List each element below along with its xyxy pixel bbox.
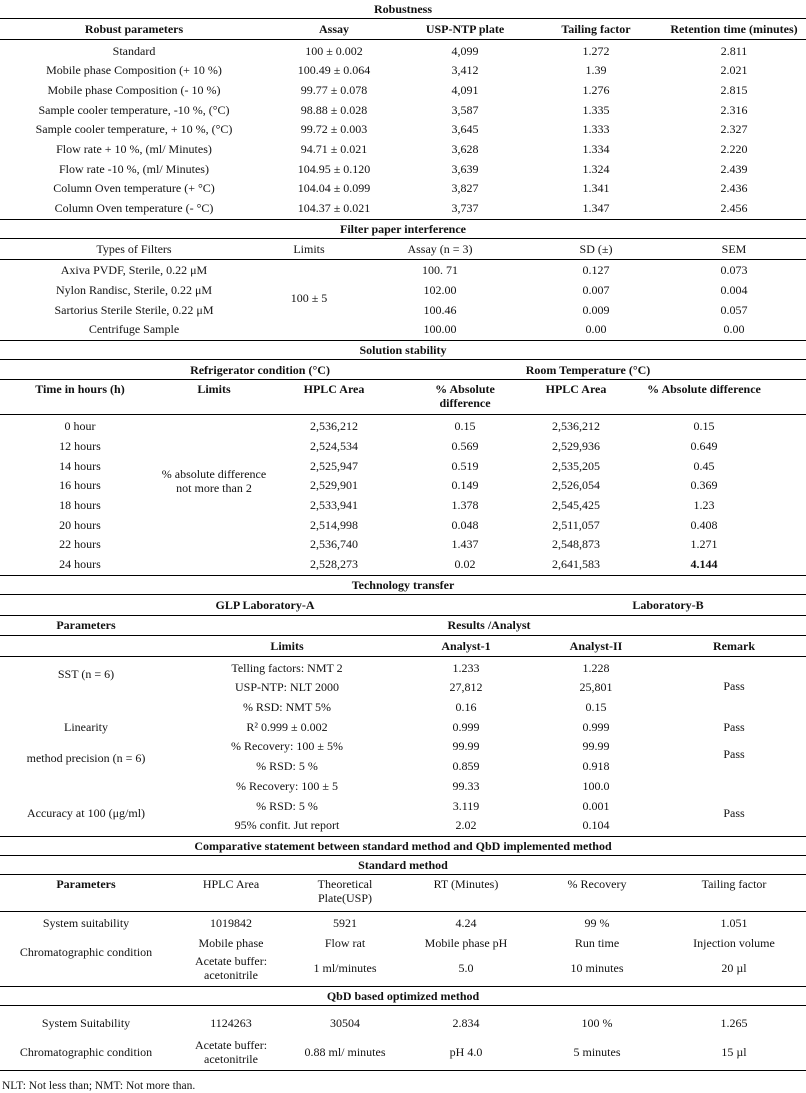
cell: 2,536,212 (552, 419, 600, 434)
cell: 2.834 (452, 1016, 480, 1031)
cell: Flow rat (324, 935, 366, 950)
cell: 2,641,583 (552, 556, 600, 571)
cell: 99.72 ± 0.003 (300, 122, 368, 137)
table-row (0, 100, 806, 120)
col-header: % Absolute difference (435, 382, 495, 411)
table-row (0, 80, 806, 100)
cell: 0.004 (720, 283, 748, 298)
cell: 2,511,057 (552, 517, 600, 532)
cell: % RSD: NMT 5% (242, 700, 332, 715)
footnote: NLT: Not less than; NMT: Not more than. (2, 1080, 196, 1093)
cell: R² 0.999 ± 0.002 (246, 719, 328, 734)
table-row (0, 554, 806, 574)
stability-header (0, 379, 806, 415)
stability-group-header (0, 360, 806, 379)
cell: 0.15 (693, 419, 715, 434)
cell: 16 hours (59, 478, 101, 493)
assay-header-text: Assay (n = 3) (407, 241, 473, 256)
col-header: Limits (270, 639, 304, 654)
col-header: Limits (293, 241, 325, 256)
cell: 94.71 ± 0.021 (300, 141, 368, 156)
col-header: Parameters (56, 877, 116, 892)
table-row (0, 280, 806, 300)
cell: 1124263 (210, 1016, 252, 1031)
cell: Mobile phase Composition (- 10 %) (47, 82, 221, 97)
col-header: Time in hours (h) (35, 382, 125, 397)
cell: 0.918 (582, 759, 610, 774)
cell: 0.569 (451, 438, 479, 453)
cell: 0.057 (720, 302, 748, 317)
cell: 2.811 (720, 43, 748, 58)
cell: 1.39 (585, 63, 607, 78)
cell: 100.00 (423, 322, 457, 337)
cell: 20 hours (59, 517, 101, 532)
cell: 3,827 (451, 181, 479, 196)
standard-method-title: Standard method (0, 856, 806, 875)
cell: 99.33 (452, 778, 480, 793)
cell: % RSD: 5 % (256, 759, 318, 774)
col-header: Robust parameters (84, 21, 184, 36)
cell: 15 µl (721, 1045, 747, 1060)
cell: 1019842 (210, 915, 252, 930)
cell: 0.048 (451, 517, 479, 532)
standard-body (0, 912, 806, 986)
cell: % Recovery: 100 ± 5% (231, 739, 343, 754)
col-header: SD (±) (579, 241, 613, 256)
cell: 1.324 (582, 161, 610, 176)
remark-pass: Pass (723, 746, 745, 761)
transfer-body (0, 657, 806, 836)
col-header: Theoretical Plate(USP) (317, 877, 373, 906)
cell: 0.073 (720, 263, 748, 278)
cell: 22 hours (59, 537, 101, 552)
cell: 1.333 (582, 122, 610, 137)
table-row (0, 475, 806, 495)
comparative-title: Comparative statement between standard method and QbD implemented method (0, 837, 806, 856)
col-header: Assay (318, 21, 349, 36)
cell: 100.46 (423, 302, 457, 317)
sst-label (0, 667, 172, 681)
cell: 1.228 (582, 660, 610, 675)
transfer-col-header (0, 636, 806, 657)
cell: Telling factors: NMT 2 (231, 660, 343, 675)
table-row (0, 416, 806, 436)
cell: 27,812 (449, 680, 483, 695)
cell: 18 hours (59, 497, 101, 512)
lab-b-label: Laboratory-B (632, 597, 704, 612)
cell: 102.00 (423, 283, 457, 298)
col-header: Types of Filters (96, 241, 172, 256)
cell: 1 ml/minutes (313, 961, 377, 976)
qbd-body (0, 1006, 806, 1070)
table-row (0, 179, 806, 199)
filter-section (0, 220, 806, 341)
col-header: Analyst-1 (441, 639, 491, 654)
table-row (0, 913, 806, 933)
cell: 0.369 (690, 478, 718, 493)
table-row (0, 534, 806, 554)
cell: 1.23 (693, 497, 715, 512)
col-header: Remark (713, 639, 755, 654)
filter-title: Filter paper interference (0, 220, 806, 239)
col-header: Analyst-II (569, 639, 623, 654)
cell: Sample cooler temperature, -10 %, (°C) (38, 102, 230, 117)
cell: 1.341 (582, 181, 610, 196)
cell: 99.99 (582, 739, 610, 754)
cell: 0.00 (585, 322, 607, 337)
table-row (0, 261, 806, 281)
cell: 1.051 (720, 915, 748, 930)
col-header: Tailing factor (561, 21, 631, 36)
cell: 1.233 (452, 660, 480, 675)
cell: 3.119 (452, 798, 480, 813)
cell: Mobile phase (198, 935, 264, 950)
cell: 3,737 (451, 201, 479, 216)
cell: USP-NTP: NLT 2000 (234, 680, 340, 695)
cell: 1.271 (690, 537, 718, 552)
cell: 2,524,534 (310, 438, 358, 453)
cell: 0.408 (690, 517, 718, 532)
table-row (0, 776, 806, 796)
col-header: Tailing factor (701, 877, 767, 892)
parameters-label: Parameters (56, 618, 116, 633)
cell: 0.16 (455, 700, 477, 715)
cell: 99.99 (452, 739, 480, 754)
table-row (0, 456, 806, 476)
table-row (0, 159, 806, 179)
cell: 0.15 (454, 419, 476, 434)
cell: 0.999 (452, 719, 480, 734)
cell: 0.001 (582, 798, 610, 813)
cell: 3,628 (451, 141, 479, 156)
cell: % RSD: 5 % (256, 798, 318, 813)
table-row (0, 436, 806, 456)
cell: Standard (112, 43, 156, 58)
cell: 0.104 (582, 818, 610, 833)
cell: 4.24 (455, 915, 477, 930)
cell: 30504 (330, 1016, 360, 1031)
cell: 14 hours (59, 458, 101, 473)
col-header: RT (Minutes) (433, 877, 499, 892)
cell: 98.88 ± 0.028 (300, 102, 368, 117)
cell: 2,528,273 (310, 556, 358, 571)
cell: 2.02 (455, 818, 477, 833)
accuracy-label: Accuracy at 100 (μg/ml) (26, 805, 146, 820)
cell: Axiva PVDF, Sterile, 0.22 μM (60, 263, 208, 278)
cell: 2,545,425 (552, 497, 600, 512)
linearity-label: Linearity (64, 719, 108, 734)
remark-pass: Pass (723, 678, 745, 693)
cell: 2.327 (720, 122, 748, 137)
col-header: Limits (197, 382, 231, 397)
cell: 0.519 (451, 458, 479, 473)
cell: Chromatographic condition (19, 1045, 153, 1060)
cell: 10 minutes (570, 961, 624, 976)
table-row (0, 119, 806, 139)
cell: 2,514,998 (310, 517, 358, 532)
cell: 5.0 (458, 961, 474, 976)
cell: 1.378 (451, 497, 479, 512)
cell: Column Oven temperature (- °C) (54, 201, 214, 216)
cell: 104.37 ± 0.021 (297, 201, 371, 216)
table-row (0, 495, 806, 515)
cell: 0.45 (693, 458, 715, 473)
filter-header (0, 239, 806, 260)
table-row (0, 1010, 806, 1036)
cell: 100 % (581, 1016, 613, 1031)
method-precision-label: method precision (n = 6) (26, 750, 146, 765)
cell: 2.439 (720, 161, 748, 176)
col-header: HPLC Area (303, 382, 365, 397)
results-label: Results /Analyst (447, 618, 531, 633)
cell: 99 % (584, 915, 610, 930)
col-header: % Absolute difference (647, 382, 761, 397)
cell: Acetate buffer: acetonitrile (194, 1038, 268, 1067)
robustness-header (0, 18, 806, 40)
cell: 0.15 (585, 700, 607, 715)
stability-limits: % absolute difference not more than 2 (161, 467, 267, 496)
cell: 2,529,901 (310, 478, 358, 493)
cell: 99.77 ± 0.078 (300, 82, 368, 97)
cell: 104.95 ± 0.120 (297, 161, 371, 176)
remark-pass: Pass (723, 805, 745, 820)
cell: 4,099 (451, 43, 479, 58)
comparative-section (0, 837, 806, 1071)
cell: 0.00 (723, 322, 745, 337)
cell: Mobile phase pH (424, 935, 508, 950)
cell: Sample cooler temperature, + 10 %, (°C) (35, 122, 233, 137)
refrigerator-group-label: Refrigerator condition (°C) (190, 362, 330, 377)
cell: Sartorius Sterile Sterile, 0.22 μM (54, 302, 214, 317)
table-row (0, 300, 806, 320)
cell: 1.265 (720, 1016, 748, 1031)
table-row (0, 198, 806, 218)
lab-a-label: GLP Laboratory-A (215, 597, 315, 612)
cell: 0.127 (582, 263, 610, 278)
cell: 100. 71 (422, 263, 458, 278)
cell: 1.437 (451, 537, 479, 552)
robustness-body (0, 40, 806, 219)
col-header: SEM (721, 241, 747, 256)
transfer-title: Technology transfer (0, 576, 806, 595)
filter-body (0, 260, 806, 341)
cell: 100.49 ± 0.064 (297, 63, 371, 78)
cell: 0.007 (582, 283, 610, 298)
remark-pass: Pass (723, 719, 745, 734)
cell: 1.347 (582, 201, 610, 216)
cell: Nylon Randisc, Sterile, 0.22 μM (55, 283, 213, 298)
cell: 100 ± 0.002 (305, 43, 363, 58)
transfer-lab-header (0, 595, 806, 616)
col-header: USP-NTP plate (425, 21, 505, 36)
cell: 104.04 ± 0.099 (297, 181, 371, 196)
cell: 2.456 (720, 201, 748, 216)
cell: Mobile phase Composition (+ 10 %) (46, 63, 222, 78)
cell: Run time (574, 935, 620, 950)
robustness-section (0, 0, 806, 220)
cell: 4,091 (451, 82, 479, 97)
qbd-title: QbD based optimized method (0, 986, 806, 1006)
cell: 0 hour (64, 419, 96, 434)
cell: 0.88 ml/ minutes (304, 1045, 386, 1060)
filter-limits: 100 ± 5 (290, 290, 328, 305)
transfer-section (0, 576, 806, 837)
col-header: % Recovery (567, 877, 627, 892)
cell: 2,536,740 (310, 537, 358, 552)
cell: 2.815 (720, 82, 748, 97)
table-row (0, 60, 806, 80)
room-group-label: Room Temperature (°C) (525, 362, 651, 377)
cell: 3,645 (451, 122, 479, 137)
cell: 2,529,936 (552, 438, 600, 453)
stability-title: Solution stability (0, 341, 806, 360)
cell: 1.334 (582, 141, 610, 156)
cell: Flow rate + 10 %, (ml/ Minutes) (56, 141, 212, 156)
table-row (0, 515, 806, 535)
stability-section (0, 341, 806, 576)
cell: 0.859 (452, 759, 480, 774)
cell: 3,412 (451, 63, 479, 78)
stability-body (0, 415, 806, 575)
cell: 2,533,941 (310, 497, 358, 512)
col-header (350, 242, 530, 256)
cell: Flow rate -10 %, (ml/ Minutes) (59, 161, 209, 176)
cell: 100.0 (582, 778, 610, 793)
cell: % Recovery: 100 ± 5 (236, 778, 338, 793)
cell: 5921 (333, 915, 357, 930)
cell: 1.276 (582, 82, 610, 97)
cell: 0.649 (690, 438, 718, 453)
cell: 0.149 (451, 478, 479, 493)
cell: pH 4.0 (449, 1045, 483, 1060)
cell: 3,587 (451, 102, 479, 117)
cell: System suitability (42, 915, 130, 930)
cell: Injection volume (693, 935, 775, 950)
col-header: Retention time (minutes) (670, 21, 798, 36)
cell: 2,536,212 (310, 419, 358, 434)
sst-text: SST (n = 6) (57, 666, 115, 681)
cell: 0.009 (582, 302, 610, 317)
cc-label: Chromatographic condition (19, 944, 153, 959)
cell: 2,526,054 (552, 478, 600, 493)
cell: 20 µl (721, 961, 747, 976)
col-header: HPLC Area (545, 382, 607, 397)
comparative-header (0, 875, 806, 912)
cell: Column Oven temperature (+ °C) (53, 181, 215, 196)
cell: 24 hours (59, 556, 101, 571)
cell: Acetate buffer: acetonitrile (194, 954, 268, 983)
cell: 2.220 (720, 141, 748, 156)
cell: 95% confit. Jut report (234, 818, 340, 833)
cell: 25,801 (579, 680, 613, 695)
cell: 5 minutes (573, 1045, 621, 1060)
table-row (0, 697, 806, 717)
cell: 2.316 (720, 102, 748, 117)
col-header: HPLC Area (202, 877, 260, 892)
table-row (0, 139, 806, 159)
cell: 2,525,947 (310, 458, 358, 473)
cell: 12 hours (59, 438, 101, 453)
robustness-title: Robustness (373, 2, 433, 16)
cell: 2.436 (720, 181, 748, 196)
table-row (0, 41, 806, 61)
cell: 2,535,205 (552, 458, 600, 473)
cell: Centrifuge Sample (88, 322, 180, 337)
cell: 2,548,873 (552, 537, 600, 552)
cell: 0.02 (454, 556, 476, 571)
cell: 2.021 (720, 63, 748, 78)
table-row (0, 1036, 806, 1068)
cell: 4.144 (690, 556, 718, 571)
cell: System Suitability (41, 1016, 131, 1031)
table-row (0, 320, 806, 340)
cell: 1.272 (582, 43, 610, 58)
transfer-param-header (0, 616, 806, 637)
chromatographic-block (0, 933, 806, 987)
cell: 1.335 (582, 102, 610, 117)
cell: 0.999 (582, 719, 610, 734)
cell: 3,639 (451, 161, 479, 176)
